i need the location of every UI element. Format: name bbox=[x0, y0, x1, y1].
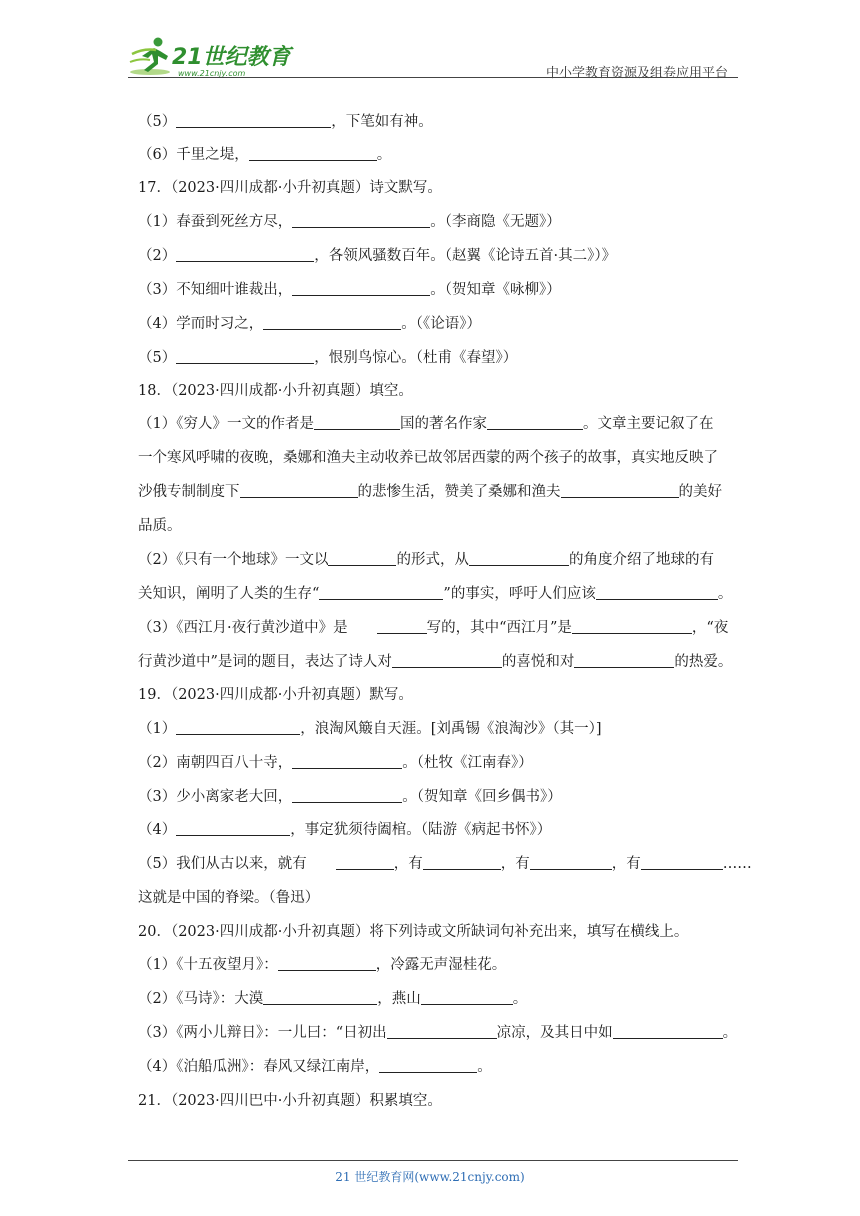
answer-blank[interactable] bbox=[469, 551, 569, 566]
line-text: ，燕山 bbox=[377, 991, 421, 1007]
line-text: ，有 bbox=[393, 856, 423, 872]
text-line bbox=[138, 685, 413, 705]
text-line bbox=[138, 1057, 492, 1077]
answer-blank[interactable] bbox=[613, 1024, 723, 1039]
page-header bbox=[128, 30, 738, 80]
text-line bbox=[138, 652, 732, 672]
answer-blank[interactable] bbox=[176, 821, 290, 836]
platform-name: 中小学教育资源及组卷应用平台 bbox=[545, 66, 728, 81]
line-text: 关知识，阐明了人类的生存“ bbox=[138, 586, 320, 602]
page-footer: 21 世纪教育网(www.21cnjy.com) bbox=[335, 1170, 525, 1184]
text-line bbox=[138, 145, 391, 165]
answer-blank[interactable] bbox=[423, 855, 501, 870]
runner-logo-icon bbox=[128, 34, 298, 78]
answer-blank[interactable] bbox=[176, 247, 314, 262]
answer-blank[interactable] bbox=[292, 788, 402, 803]
line-text: （3）《两小儿辩日》：一儿曰：“日初出 bbox=[138, 1025, 387, 1041]
line-text: （4）《泊船瓜洲》：春风又绿江南岸， bbox=[138, 1059, 380, 1075]
line-text: 的热爱。 bbox=[674, 654, 733, 670]
answer-blank[interactable] bbox=[292, 754, 402, 769]
text-line bbox=[138, 381, 413, 401]
answer-blank[interactable] bbox=[530, 855, 612, 870]
line-text: ，各领风骚数百年。（赵翼《论诗五首·其二》）》 bbox=[314, 248, 617, 264]
text-line bbox=[138, 246, 616, 266]
answer-blank[interactable] bbox=[176, 113, 331, 128]
line-text: （1） bbox=[138, 721, 177, 737]
answer-blank[interactable] bbox=[292, 213, 430, 228]
text-line bbox=[138, 178, 442, 198]
line-text: （5） bbox=[138, 350, 177, 366]
line-text: （4）学而时习之， bbox=[138, 316, 264, 332]
line-text: （5） bbox=[138, 114, 177, 130]
text-line bbox=[138, 348, 517, 368]
line-text: （3）少小离家老大回， bbox=[138, 789, 293, 805]
text-line bbox=[138, 854, 752, 874]
text-line bbox=[138, 1023, 737, 1043]
line-text: 品质。 bbox=[138, 518, 182, 534]
line-text: 的角度介绍了地球的有 bbox=[568, 552, 714, 568]
line-text: ”的事实，呼吁人们应该 bbox=[443, 586, 596, 602]
text-line bbox=[138, 414, 713, 434]
answer-blank[interactable] bbox=[596, 585, 718, 600]
header-divider bbox=[128, 77, 738, 78]
line-text: ，有 bbox=[500, 856, 530, 872]
line-text: 。（李商隐《无题》） bbox=[430, 214, 561, 230]
answer-blank[interactable] bbox=[292, 281, 430, 296]
line-text: ，有 bbox=[611, 856, 641, 872]
line-text: 。 bbox=[512, 991, 528, 1007]
line-text: 的喜悦和对 bbox=[501, 654, 575, 670]
line-text: 的形式，从 bbox=[396, 552, 469, 568]
line-text: （1）《十五夜望月》： bbox=[138, 957, 278, 973]
text-line bbox=[138, 955, 506, 975]
line-text: 。（贺知章《咏柳》） bbox=[430, 282, 561, 298]
line-text: 的美好 bbox=[678, 484, 722, 500]
text-line bbox=[138, 314, 481, 334]
line-text: 行黄沙道中”是词的题目，表达了诗人对 bbox=[138, 654, 392, 670]
line-text: …… bbox=[722, 856, 752, 872]
answer-blank[interactable] bbox=[561, 483, 679, 498]
line-text: （3）不知细叶谁裁出， bbox=[138, 282, 293, 298]
line-text: （1）《穷人》一文的作者是 bbox=[138, 416, 314, 432]
text-line bbox=[138, 550, 714, 570]
answer-blank[interactable] bbox=[336, 855, 394, 870]
line-text: 的悲惨生活，赞美了桑娜和渔夫 bbox=[357, 484, 561, 500]
line-text: 凉凉，及其日中如 bbox=[496, 1025, 613, 1041]
text-line bbox=[138, 1091, 442, 1111]
line-text: 。 bbox=[722, 1025, 738, 1041]
line-text: ，下笔如有神。 bbox=[331, 114, 433, 130]
line-text: ，浪淘风簸自天涯。[刘禹锡《浪淘沙》（其一）] bbox=[300, 721, 602, 737]
line-text: （3）《西江月·夜行黄沙道中》是 bbox=[138, 620, 377, 636]
text-line bbox=[138, 719, 602, 739]
answer-blank[interactable] bbox=[314, 415, 400, 430]
answer-blank[interactable] bbox=[392, 653, 502, 668]
line-text: 一个寒风呼啸的夜晚，桑娜和渔夫主动收养已故邻居西蒙的两个孩子的故事，真实地反映了 bbox=[138, 450, 718, 466]
line-text: （2）《只有一个地球》一文以 bbox=[138, 552, 329, 568]
answer-blank[interactable] bbox=[319, 585, 443, 600]
text-line bbox=[138, 584, 732, 604]
text-line bbox=[138, 787, 562, 807]
site-logo bbox=[128, 34, 298, 78]
answer-blank[interactable] bbox=[377, 619, 427, 634]
line-text: 17．（2023·四川成都·小升初真题）诗文默写。 bbox=[138, 180, 442, 196]
answer-blank[interactable] bbox=[278, 956, 376, 971]
text-line bbox=[138, 212, 561, 232]
line-text: 。（贺知章《回乡偶书》） bbox=[402, 789, 562, 805]
line-text: （2）《马诗》：大漠 bbox=[138, 991, 264, 1007]
text-line bbox=[138, 820, 551, 840]
answer-blank[interactable] bbox=[176, 349, 314, 364]
footer-divider bbox=[128, 1160, 738, 1161]
answer-blank[interactable] bbox=[572, 619, 692, 634]
line-text: （1）春蚕到死丝方尽， bbox=[138, 214, 293, 230]
line-text: 18．（2023·四川成都·小升初真题）填空。 bbox=[138, 383, 413, 399]
line-text: ，“夜 bbox=[691, 620, 729, 636]
text-line bbox=[138, 618, 728, 638]
svg-text:21世纪教育: 21世纪教育 bbox=[172, 45, 291, 70]
answer-blank[interactable] bbox=[487, 415, 583, 430]
answer-blank[interactable] bbox=[176, 720, 300, 735]
text-line bbox=[138, 516, 182, 536]
text-line bbox=[138, 112, 433, 132]
answer-blank[interactable] bbox=[249, 146, 377, 161]
answer-blank[interactable] bbox=[263, 315, 401, 330]
answer-blank[interactable] bbox=[379, 1058, 477, 1073]
line-text: 21．（2023·四川巴中·小升初真题）积累填空。 bbox=[138, 1093, 442, 1109]
line-text: 。 bbox=[717, 586, 733, 602]
text-line bbox=[138, 753, 533, 773]
line-text: 。 bbox=[376, 147, 392, 163]
line-text: ，事定犹须待阖棺。（陆游《病起书怀》） bbox=[290, 822, 552, 838]
answer-blank[interactable] bbox=[574, 653, 674, 668]
line-text: 。（《论语》） bbox=[401, 316, 481, 332]
line-text: 19．（2023·四川成都·小升初真题）默写。 bbox=[138, 687, 413, 703]
line-text: 20．（2023·四川成都·小升初真题）将下列诗或文所缺词句补充出来，填写在横线上。 bbox=[138, 924, 689, 940]
line-text: 。 bbox=[477, 1059, 492, 1075]
line-text: （6）千里之堤， bbox=[138, 147, 249, 163]
line-text: （2）南朝四百八十寺， bbox=[138, 755, 293, 771]
text-line bbox=[138, 922, 688, 942]
line-text: （5）我们从古以来，就有 bbox=[138, 856, 336, 872]
line-text: 沙俄专制制度下 bbox=[138, 484, 240, 500]
line-text: 国的著名作家 bbox=[399, 416, 487, 432]
text-line bbox=[138, 888, 319, 908]
answer-blank[interactable] bbox=[387, 1024, 497, 1039]
line-text: 。文章主要记叙了在 bbox=[582, 416, 714, 432]
text-line bbox=[138, 280, 561, 300]
line-text: （4） bbox=[138, 822, 177, 838]
answer-blank[interactable] bbox=[328, 551, 396, 566]
answer-blank[interactable] bbox=[421, 990, 513, 1005]
text-line bbox=[138, 448, 718, 468]
line-text: ，恨别鸟惊心。（杜甫《春望》） bbox=[314, 350, 518, 366]
line-text: 。（杜牧《江南春》） bbox=[402, 755, 533, 771]
line-text: 这就是中国的脊梁。（鲁迅） bbox=[138, 890, 320, 906]
line-text: ，冷露无声湿桂花。 bbox=[375, 957, 507, 973]
answer-blank[interactable] bbox=[641, 855, 723, 870]
line-text: 写的，其中“西江月”是 bbox=[426, 620, 572, 636]
line-text: （2） bbox=[138, 248, 177, 264]
svg-text:www.21cnjy.com: www.21cnjy.com bbox=[178, 69, 246, 78]
answer-blank[interactable] bbox=[263, 990, 377, 1005]
text-line bbox=[138, 989, 527, 1009]
text-line bbox=[138, 482, 722, 502]
answer-blank[interactable] bbox=[240, 483, 358, 498]
